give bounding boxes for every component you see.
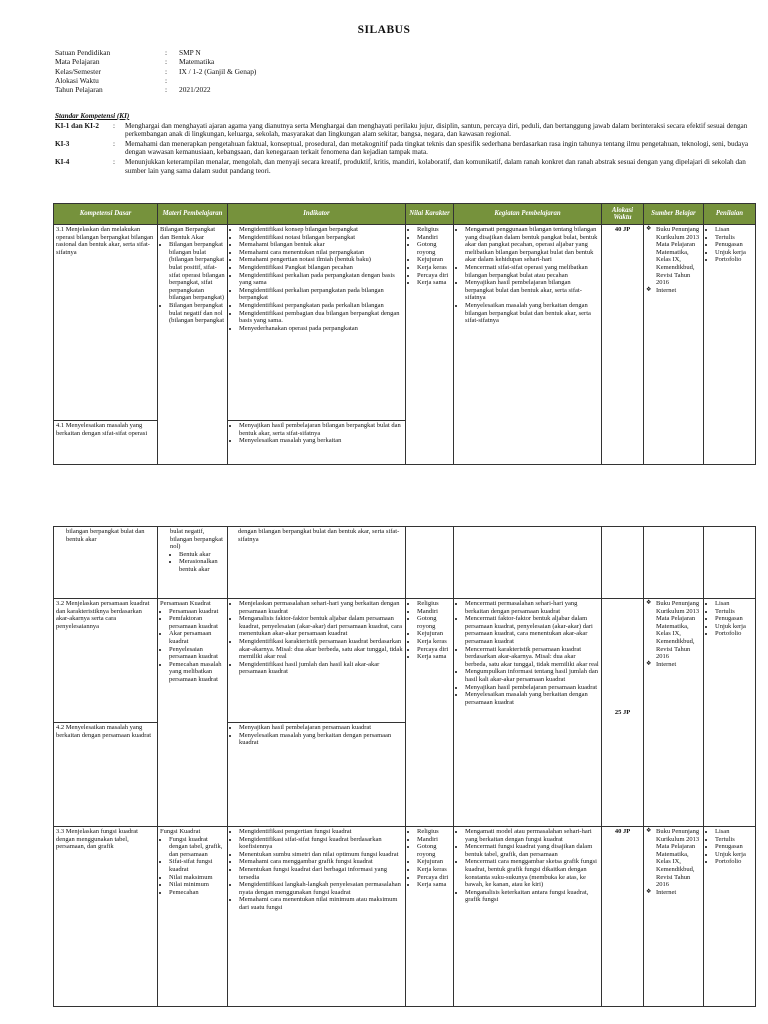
list-item: • Lisan <box>715 600 753 608</box>
indicator-cell: dengan bilangan berpangkat bulat dan bentuk akar, serta sifat-sifatnya <box>228 527 406 599</box>
list-item: • Lisan <box>715 828 753 836</box>
materi-intro: Persamaan Kuadrat <box>160 600 211 607</box>
materi-intro: Bilangan Berpangkat dan Bentuk Akar <box>160 226 216 241</box>
list-item: • Menentukan fungsi kuadrat dari berbagai informasi yang tersedia <box>239 866 403 881</box>
list-item: • Mengidentifikasi perpangkatan pada perkalian bilangan <box>239 302 403 310</box>
list-item: • Nilai maksimum <box>169 874 225 882</box>
meta-value: Matematika <box>179 57 215 67</box>
list-item: • Mengumpulkan informasi tentang hasil jumlah dan hasil kali akar-akar persamaan kuadrat <box>465 668 599 683</box>
list-item: • Mencermati cara menggambar sketsa grafik fungsi kuadrat, bentuk grafik fungsi dikaitkan dengan konstanta suku-sukunya (membuka ke atas, ke bawah, ke kanan, atau ke kiri) <box>465 858 599 888</box>
time-cell: 25 JP <box>602 599 644 827</box>
col-header: Penilaian <box>704 204 756 225</box>
list-item: • Sifat-sifat fungsi kuadrat <box>169 858 225 873</box>
document-title: SILABUS <box>357 24 411 36</box>
list-item: • Mencermati sifat-sifat operasi yang melibatkan bilangan berpangkat bulat atau pecahan <box>465 264 599 279</box>
ki-text: Menunjukkan keterampilan menalar, mengolah, dan menyaji secara kreatif, produktif, kritis, mandiri, kolaboratif, dan komunikatif, dalam ranah konkret dan ranah abstrak sesuai dengan yang dipelajari di sekolah dan sumber lain yang sama dalam sudut pandang teori. <box>125 157 746 175</box>
list-item: • Unjuk kerja <box>715 623 753 631</box>
activity-list <box>456 828 599 904</box>
list-item: • Kejujuran <box>417 858 451 866</box>
list-item: • Menyajikan hasil pembelajaran bilangan berpangkat bulat dan bentuk akar, serta sifat-sifatnya <box>465 279 599 302</box>
list-item: • Percaya diri <box>417 646 451 654</box>
col-header: Kegiatan Pembelajaran <box>454 204 602 225</box>
text-line: bulat negatif, bilangan berpangkat nol) <box>170 528 223 551</box>
meta-row: Kelas/Semester : IX / 1-2 (Ganjil & Genap) <box>55 66 257 76</box>
indicator-list <box>230 600 403 676</box>
time-cell: 40 JP <box>602 225 644 465</box>
meta-label: Kelas/Semester <box>55 66 101 76</box>
indicator-cell <box>228 599 406 723</box>
list-item: • Nilai minimum <box>169 881 225 889</box>
col-header: Alokasi Waktu <box>602 204 644 225</box>
list-item: • Menyelesaikan masalah yang berkaitan dengan bilangan berpangkat bulat dan bentuk akar, serta sifat-sifatnya <box>465 302 599 325</box>
materi-cell <box>158 827 228 1007</box>
list-item: • Mencermati fungsi kuadrat yang disajikan dalam bentuk tabel, grafik, dan persamaan <box>465 843 599 858</box>
kd-cell: bilangan berpangkat bulat dan bentuk akar <box>54 527 158 599</box>
ki-text: Menghargai dan menghayati ajaran agama yang dianutnya serta Menghargai dan menghayati perilaku jujur, disiplin, santun, percaya diri, peduli, dan bertanggung jawab dalam berinteraksi secara efektif sesuai dengan perkembangan anak di lingkungan, keluarga, sekolah, masyarakat dan lingkungan alam sekitar, bangsa, negara, dan kawasan regional. <box>125 121 748 139</box>
meta-label: Satuan Pendidikan <box>55 48 111 57</box>
list-item: • Tertulis <box>715 608 753 616</box>
ki-row: KI-3 : Memahami dan menerapkan pengetahuan faktual, konseptual, prosedural, dan metakognitif pada tingkat teknis dan spesifik sederhana berdasarkan rasa ingin tahunya tentang ilmu pengetahuan, teknologi, seni, budaya dengan wawasan kemanusiaan, kebangsaan, dan kenegaraan terkait fenomena dan kejadian tampak mata. <box>55 140 755 157</box>
list-item: • Mengidentifikasi karakteristik persamaan kuadrat berdasarkan akar-akarnya. Misal: dua akar berbeda, satu akar tunggal, tidak memiliki akar real <box>239 638 403 661</box>
list-item: ❖ Internet <box>656 287 701 295</box>
meta-row: Satuan Pendidikan : SMP N <box>55 48 201 57</box>
list-item: • Menyajikan hasil pembelajaran persamaan kuadrat <box>239 724 403 732</box>
list-item: • Portofolio <box>715 858 753 866</box>
materi-intro: Fungsi Kuadrat <box>160 828 201 835</box>
meta-value: IX / 1-2 (Ganjil & Genap) <box>179 66 257 76</box>
materi-cell <box>158 599 228 827</box>
list-item: • Mengidentifikasi perkalian perpangkatan pada bilangan berpangkat <box>239 287 403 302</box>
list-item: • Mengamati penggunaan bilangan tentang bilangan yang disajikan dalam bentuk pangkat bulat, bentuk akar dan pangkat pecahan, operasi aljabar yang melibatkan bilangan berpangkat bulat dan bentuk akar dalam kehidupan sehari-hari <box>465 226 599 264</box>
meta-row: Alokasi Waktu : <box>55 75 168 85</box>
list-item: • Menyederhanakan operasi pada perpangkatan <box>239 325 403 333</box>
col-header: Nilai Karakter <box>406 204 454 225</box>
ki-text: Memahami dan menerapkan pengetahuan faktual, konseptual, prosedural, dan metakognitif pada tingkat teknis dan spesifik sederhana berdasarkan rasa ingin tahunya tentang ilmu pengetahuan, teknologi, seni, budaya dengan wawasan kemanusiaan, kebangsaan, dan kenegaraan terkait fenomena dan kejadian tampak mata. <box>125 139 749 157</box>
materi-cell <box>158 225 228 465</box>
list-item: • Mengidentifikasi pembagian dua bilangan berpangkat dengan basis yang sama. <box>239 310 403 325</box>
list-item: • Unjuk kerja <box>715 249 753 257</box>
list-item: ❖ Buku Penunjang Kurikulum 2013 Mata Pelajaran Matematika, Kelas IX, Kemendikbud, Revisi Tahun 2016 <box>656 828 701 889</box>
character-cell <box>406 827 454 1007</box>
list-item: • Religius <box>417 828 451 836</box>
list-item: • Portofolio <box>715 630 753 638</box>
kd-cell: 3.3 Menjelaskan fungsi kuadrat dengan menggunakan tabel, persamaan, dan grafik <box>54 827 158 1007</box>
materi-lines <box>170 528 225 551</box>
kd-cell: 4.1 Menyelesaikan masalah yang berkaitan dengan sifat-sifat operasi <box>54 421 158 465</box>
list-item: • Portofolio <box>715 256 753 264</box>
list-item: ❖ Internet <box>656 889 701 897</box>
list-item: • Mengidentifikasi langkah-langkah penyelesaian permasalahan nyata dengan menggunakan fungsi kuadrat <box>239 881 403 896</box>
list-item: • Mengamati model atau permasalahan sehari-hari yang berkaitan dengan fungsi kuadrat <box>465 828 599 843</box>
list-item: • Unjuk kerja <box>715 851 753 859</box>
meta-value: SMP N <box>179 48 201 57</box>
page-1 <box>0 0 768 482</box>
list-item: • Gotong royong <box>417 843 451 858</box>
list-item: • Menyelesaikan masalah yang berkaitan dengan persamaan kuadrat <box>239 732 403 747</box>
list-item: • Gotong royong <box>417 615 451 630</box>
list-item: • Pemfaktoran persamaan kuadrat <box>169 615 225 630</box>
list-item: • Mengidentifikasi hasil jumlah dan hasil kali akar-akar persamaan kuadrat <box>239 661 403 676</box>
list-item: • Kejujuran <box>417 630 451 638</box>
list-item: • Kerja sama <box>417 279 451 287</box>
list-item: • Percaya diri <box>417 272 451 280</box>
assessment-cell <box>704 527 756 599</box>
list-item: ❖ Buku Penunjang Kurikulum 2013 Mata Pelajaran Matematika, Kelas IX, Kemendikbud, Revisi Tahun 2016 <box>656 226 701 287</box>
meta-row: Mata Pelajaran : Matematika <box>55 57 215 67</box>
meta-value: 2021/2022 <box>179 85 211 95</box>
list-item: • Memahami cara menentukan nilai minimum atau maksimum dari suatu fungsi <box>239 896 403 911</box>
list-item: • Menyelesaikan masalah yang berkaitan <box>239 437 403 445</box>
assessment-cell <box>704 599 756 827</box>
list-item: • Penugasan <box>715 615 753 623</box>
list-item: • Percaya diri <box>417 874 451 882</box>
ki-label: KI-3 <box>55 139 70 148</box>
character-cell <box>406 225 454 465</box>
col-header: Materi Pembelajaran <box>158 204 228 225</box>
materi-list <box>160 608 225 684</box>
list-item: • Mandiri <box>417 836 451 844</box>
list-item: • Mandiri <box>417 608 451 616</box>
meta-label: Mata Pelajaran <box>55 57 100 67</box>
source-cell <box>644 527 704 599</box>
indicator-list <box>230 422 403 445</box>
meta-label: Tahun Pelajaran <box>55 85 103 95</box>
list-item: • Penyelesaian persamaan kuadrat <box>169 646 225 661</box>
table-row <box>54 225 756 421</box>
indicator-list <box>230 828 403 912</box>
kd-cell: 3.1 Menjelaskan dan melakukan operasi bilangan berpangkat bilangan rasional dan bentuk akar, serta sifat-sifatnya <box>54 225 158 421</box>
materi-list <box>160 836 225 897</box>
assessment-list <box>706 600 753 638</box>
ki-row: KI-4 : Menunjukkan keterampilan menalar, mengolah, dan menyaji secara kreatif, produktif, kritis, mandiri, kolaboratif, dan komunikatif, dalam ranah konkret dan ranah abstrak sesuai dengan yang dipelajari di sekolah dan sumber lain yang sama dalam sudut pandang teori. <box>55 158 755 175</box>
list-item: • Mengidentifikasi sifat-sifat fungsi kuadrat berdasarkan koefisiennya <box>239 836 403 851</box>
list-item: • Memahami cara menggambar grafik fungsi kuadrat <box>239 858 403 866</box>
list-item: • Kerja keras <box>417 866 451 874</box>
character-list <box>408 600 451 661</box>
source-cell <box>644 827 704 1007</box>
list-item: • Bilangan berpangkat bulat negatif dan nol (bilangan berpangkat <box>169 302 225 325</box>
list-item: • Mengidentifikasi notasi bilangan berpangkat <box>239 234 403 242</box>
indicator-cell <box>228 421 406 465</box>
list-item: • Mencermati karakteristik persamaan kuadrat berdasarkan akar-akarnya. Misal: dua akar berbeda, satu akar tunggal, tidak memiliki akar real <box>465 646 599 669</box>
indicator-cell <box>228 723 406 827</box>
list-item: • Menentukan sumbu simetri dan nilai optimum fungsi kuadrat <box>239 851 403 859</box>
list-item: • Mengidentifikasi Pangkat bilangan pecahan <box>239 264 403 272</box>
materi-cell <box>158 527 228 599</box>
list-item: • Pemecahan <box>169 889 225 897</box>
list-item: • Bilangan berpangkat bilangan bulat (bilangan berpangkat bulat positif, sifat-sifat operasi bilangan berpangkat, sifat perpangkatan bilangan berpangkat) <box>169 241 225 302</box>
identity-block <box>55 48 256 94</box>
activity-cell <box>454 225 602 465</box>
list-item: • Menganalisis keterkaitan antara fungsi kuadrat, grafik fungsi <box>465 889 599 904</box>
assessment-cell <box>704 827 756 1007</box>
list-item: • Kerja keras <box>417 264 451 272</box>
list-item: • Menyajikan hasil pembelajaran persamaan kuadrat <box>465 684 599 692</box>
list-item: • Kerja sama <box>417 881 451 889</box>
source-list <box>646 226 701 294</box>
kd-cell: 3.2 Menjelaskan persamaan kuadrat dan karakteristiknya berdasarkan akar-akarnya serta cara penyelesaiannya <box>54 599 158 723</box>
list-item: • Religius <box>417 600 451 608</box>
table-row-continued <box>54 527 756 599</box>
list-item: • Tertulis <box>715 836 753 844</box>
assessment-cell <box>704 225 756 465</box>
list-item: ❖ Internet <box>656 661 701 669</box>
source-list <box>646 828 701 896</box>
syllabus-table-page-1 <box>53 203 756 465</box>
list-item: • Tertulis <box>715 234 753 242</box>
indicator-cell <box>228 827 406 1007</box>
time-cell <box>602 527 644 599</box>
ki-label: KI-1 dan KI-2 <box>55 121 99 130</box>
list-item: • Persamaan kuadrat <box>169 608 225 616</box>
kd-cell: 4.2 Menyelesaikan masalah yang berkaitan dengan persamaan kuadrat <box>54 723 158 827</box>
list-item: • Pemecahan masalah yang melibatkan persamaan kuadrat <box>169 661 225 684</box>
activity-cell <box>454 599 602 827</box>
time-cell: 40 JP <box>602 827 644 1007</box>
list-item: • Bentuk akar <box>179 551 225 559</box>
meta-label: Alokasi Waktu <box>55 75 99 85</box>
col-header: Indikator <box>228 204 406 225</box>
list-item: ❖ Buku Penunjang Kurikulum 2013 Mata Pelajaran Matematika, Kelas IX, Kemendikbud, Revisi Tahun 2016 <box>656 600 701 661</box>
activity-cell <box>454 527 602 599</box>
activity-list <box>456 226 599 325</box>
list-item: • Menyajikan hasil pembelajaran bilangan berpangkat bulat dan bentuk akar, serta sifat-sifatnya <box>239 422 403 437</box>
character-list <box>408 226 451 287</box>
list-item: • Kerja keras <box>417 638 451 646</box>
materi-list <box>170 551 225 574</box>
header-row <box>54 204 756 225</box>
list-item: • Menjelaskan permasalahan sehari-hari yang berkaitan dengan persamaan kuadrat <box>239 600 403 615</box>
ki-row: KI-1 dan KI-2 : Menghargai dan menghayati ajaran agama yang dianutnya serta Menghargai dan menghayati perilaku jujur, disiplin, santun, percaya diri, peduli, dan bertanggung jawab dalam berinteraksi secara efektif sesuai dengan perkembangan anak di lingkungan, keluarga, sekolah, masyarakat dan lingkungan alam sekitar, bangsa, negara, dan kawasan regional. <box>55 122 755 139</box>
list-item: • Penugasan <box>715 843 753 851</box>
indicator-cell <box>228 225 406 421</box>
list-item: • Mengidentifikasi pengertian fungsi kuadrat <box>239 828 403 836</box>
list-item: • Mengidentifikasi konsep bilangan berpangkat <box>239 226 403 234</box>
list-item: • Memahami pengertian notasi ilmiah (bentuk baku) <box>239 256 403 264</box>
source-cell <box>644 599 704 827</box>
character-list <box>408 828 451 889</box>
col-header: Sumber Belajar <box>644 204 704 225</box>
materi-list <box>160 241 225 325</box>
activity-list <box>456 600 599 706</box>
list-item: • Gotong royong <box>417 241 451 256</box>
list-item: • Mengidentifikasi perkalian pada perpangkatan dengan basis yang sama <box>239 272 403 287</box>
table-row <box>54 827 756 1007</box>
list-item: • Kejujuran <box>417 256 451 264</box>
core-competence-block <box>55 112 755 175</box>
syllabus-table-page-2 <box>53 526 756 1007</box>
list-item: • Merasionalkan bentuk akar <box>179 558 225 573</box>
ki-label: KI-4 <box>55 157 70 166</box>
indicator-list <box>230 226 403 332</box>
list-item: • Religius <box>417 226 451 234</box>
assessment-list <box>706 226 753 264</box>
table-row <box>54 599 756 723</box>
list-item: • Mencermati faktor-faktor bentuk aljabar dalam persamaan kuadrat, penyelesaian (akar-akar) dari persamaan kuadrat, cara menentukan akar-akar persamaan kuadrat <box>465 615 599 645</box>
list-item: • Memahami cara menentukan nilai perpangkatan <box>239 249 403 257</box>
list-item: • Penugasan <box>715 241 753 249</box>
list-item: • Mencermati permasalahan sehari-hari yang berkaitan dengan persamaan kuadrat <box>465 600 599 615</box>
ki-heading: Standar Kompetensi (KI) <box>55 112 130 120</box>
source-cell <box>644 225 704 465</box>
list-item: • Menganalisis faktor-faktor bentuk aljabar dalam persamaan kuadrat, penyelesaian (akar-akar) dari persamaan kuadrat, cara menentukan akar-akar persamaan kuadrat <box>239 615 403 638</box>
list-item: • Memahami bilangan bentuk akar <box>239 241 403 249</box>
activity-cell <box>454 827 602 1007</box>
character-cell <box>406 527 454 599</box>
list-item: • Lisan <box>715 226 753 234</box>
character-cell <box>406 599 454 827</box>
list-item: • Mandiri <box>417 234 451 242</box>
list-item: • Akar persamaan kuadrat <box>169 630 225 645</box>
assessment-list <box>706 828 753 866</box>
list-item: • Kerja sama <box>417 653 451 661</box>
col-header: Kompetensi Dasar <box>54 204 158 225</box>
meta-row: Tahun Pelajaran : 2021/2022 <box>55 85 211 95</box>
list-item: • Fungsi kuadrat dengan tabel, grafik, dan persamaan <box>169 836 225 859</box>
list-item: • Menyelesaikan masalah yang berkaitan dengan persamaan kuadrat <box>465 691 599 706</box>
source-list <box>646 600 701 668</box>
indicator-list <box>230 724 403 747</box>
